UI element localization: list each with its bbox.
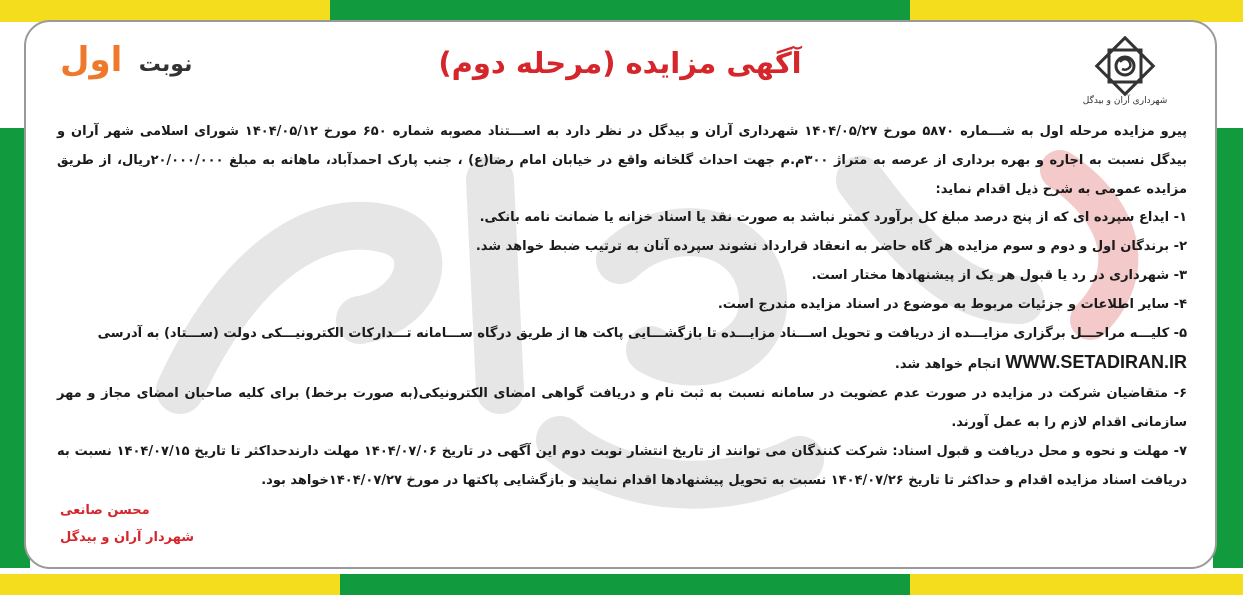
clause-5-text: ۵- کلیـــه مراحـــل برگزاری مزایـــده از دریافت و تحویل اســـناد مزایـــده تا بازگشـــایی پاکت ها از طریق درگاه ســـامانه تـــدارکات الکترونیـــکی دولت (ســـتاد) به آدرسی <box>97 325 1187 341</box>
top-band-yellow-right <box>910 0 1243 22</box>
publication-round-number: اول <box>60 40 123 80</box>
emblem-caption: شهرداری آران و بیدگل <box>1082 96 1168 106</box>
bottom-band-yellow-right <box>910 574 1243 595</box>
clause-4: ۴- سایر اطلاعات و جزئیات مربوط به موضوع در اسناد مزایده مندرج است. <box>717 296 1187 312</box>
publication-round-word: نوبت <box>138 52 193 77</box>
notice-title: آگهی مزایده (مرحله دوم) <box>438 46 802 80</box>
bottom-band-green <box>340 574 910 595</box>
intro-paragraph: پیرو مزایده مرحله اول به شـــماره ۵۸۷۰ مورخ ۱۴۰۴/۰۵/۲۷ شهرداری آران و بیدگل در نظر دارد به اســـتناد مصوبه شماره ۶۵۰ مورخ ۱۴۰۴/۰۵/۱۲ شورای اسلامی شهر آران و بیدگل نسبت به اجاره و بهره برداری از عرصه به متراژ ۳۰۰م.م جهت احداث گلخانه واقع در خیابان امام رضا(ع) ، جنب پارک احمدآباد، ماهانه به مبلغ ۲۰/۰۰۰/۰۰۰ریال، از طریق مزایده عمومی به شرح ذیل اقدام نماید: <box>57 124 1188 197</box>
signatory-name: محسن صانعی <box>60 503 150 518</box>
setadiran-link[interactable]: WWW.SETADIRAN.IR <box>1005 352 1187 373</box>
clause-2: ۲- برندگان اول و دوم و سوم مزایده هر گاه حاضر به انعقاد قرارداد نشوند سپرده آنان به ترتیب ضبط خواهد شد. <box>475 239 1187 255</box>
signatory-role: شهردار آران و بیدگل <box>60 530 195 545</box>
clause-5-tail: انجام خواهد شد. <box>894 357 1001 373</box>
clause-6: ۶- متقاضیان شرکت در مزایده در صورت عدم عضویت در سامانه نسبت به ثبت نام و دریافت گواهی امضای الکترونیکی(به صورت برخط) برای کلیه صاحبان امضای مجاز و مهر سازمانی اقدام لازم را به عمل آورند. <box>57 386 1187 430</box>
right-green-band <box>1213 128 1243 568</box>
clause-7: ۷- مهلت و نحوه و محل دریافت و قبول اسناد: شرکت کنندگان می توانند از تاریخ انتشار نوبت دوم این آگهی در تاریخ ۱۴۰۴/۰۷/۰۶ مهلت دارندحداکثر تا تاریخ ۱۴۰۴/۰۷/۱۵ نسبت به دریافت اسناد مزایده اقدام و حداکثر تا تاریخ ۱۴۰۴/۰۷/۲۶ نسبت به تحویل پیشنهادها اقدام نمایند و بازگشایی پاکتها در مورخ ۱۴۰۴/۰۷/۲۷خواهد بود. <box>57 443 1187 488</box>
bottom-color-band <box>0 574 1243 595</box>
clause-5 <box>57 320 1187 381</box>
clause-3: ۳- شهرداری در رد یا قبول هر یک از پیشنهادها مختار است. <box>811 267 1187 283</box>
top-band-yellow-left <box>0 0 330 22</box>
top-color-band <box>0 0 1243 22</box>
top-band-green <box>330 0 910 22</box>
bottom-band-yellow-left <box>0 574 340 595</box>
notice-header <box>40 32 1200 116</box>
clause-1: ۱- ایداع سپرده ای که از پنج درصد مبلغ کل برآورد کمتر نباشد به صورت نقد یا اسناد خزانه یا ضمانت نامه بانکی. <box>479 210 1187 226</box>
notice-body <box>57 118 1187 495</box>
